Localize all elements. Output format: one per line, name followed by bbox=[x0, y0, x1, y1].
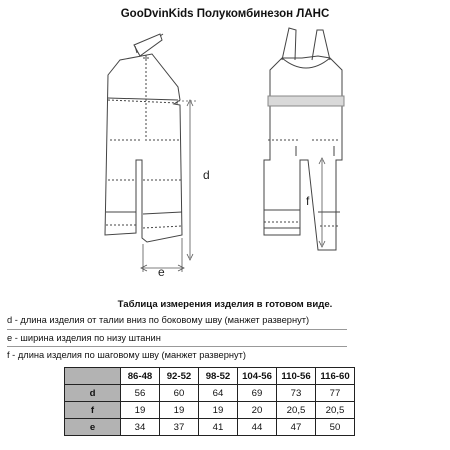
table-cell: 20,5 bbox=[316, 402, 355, 419]
table-row bbox=[65, 402, 355, 419]
table-cell: 73 bbox=[277, 385, 316, 402]
table-cell: 77 bbox=[316, 385, 355, 402]
table-cell: 19 bbox=[160, 402, 199, 419]
size-table bbox=[64, 367, 355, 436]
size-header: 98-52 bbox=[199, 368, 238, 385]
table-cell: 37 bbox=[160, 419, 199, 436]
table-cell: 41 bbox=[199, 419, 238, 436]
label-e: e bbox=[158, 265, 165, 279]
table-header-row bbox=[65, 368, 355, 385]
table-cell: 19 bbox=[199, 402, 238, 419]
table-cell: 60 bbox=[160, 385, 199, 402]
row-label: e bbox=[65, 419, 121, 436]
label-f: f bbox=[306, 194, 310, 208]
table-cell: 19 bbox=[121, 402, 160, 419]
table-cell: 47 bbox=[277, 419, 316, 436]
divider bbox=[7, 346, 347, 347]
table-cell: 34 bbox=[121, 419, 160, 436]
table-row bbox=[65, 419, 355, 436]
label-d: d bbox=[203, 168, 210, 182]
table-cell: 50 bbox=[316, 419, 355, 436]
page-title: GooDvinKids Полукомбинезон ЛАНС bbox=[120, 8, 330, 20]
overalls-back-view bbox=[105, 34, 182, 242]
note-f: f - длина изделия по шаговому шву (манжет развернут) bbox=[7, 350, 247, 360]
table-cell: 64 bbox=[199, 385, 238, 402]
size-header: 92-52 bbox=[160, 368, 199, 385]
table-corner-cell bbox=[65, 368, 121, 385]
row-label: f bbox=[65, 402, 121, 419]
size-header: 86-48 bbox=[121, 368, 160, 385]
size-header: 104-56 bbox=[238, 368, 277, 385]
divider bbox=[7, 329, 347, 330]
row-label: d bbox=[65, 385, 121, 402]
table-cell: 44 bbox=[238, 419, 277, 436]
table-cell: 20,5 bbox=[277, 402, 316, 419]
table-cell: 56 bbox=[121, 385, 160, 402]
size-header: 116-60 bbox=[316, 368, 355, 385]
table-row bbox=[65, 385, 355, 402]
note-d: d - длина изделия от талии вниз по боковому шву (манжет развернут) bbox=[7, 315, 310, 325]
measurement-notes bbox=[7, 314, 347, 363]
overalls-front-view bbox=[264, 28, 344, 250]
table-cell: 20 bbox=[238, 402, 277, 419]
size-header: 110-56 bbox=[277, 368, 316, 385]
table-caption: Таблица измерения изделия в готовом виде. bbox=[117, 299, 333, 310]
table-cell: 69 bbox=[238, 385, 277, 402]
note-e: e - ширина изделия по низу штанин bbox=[7, 332, 161, 343]
